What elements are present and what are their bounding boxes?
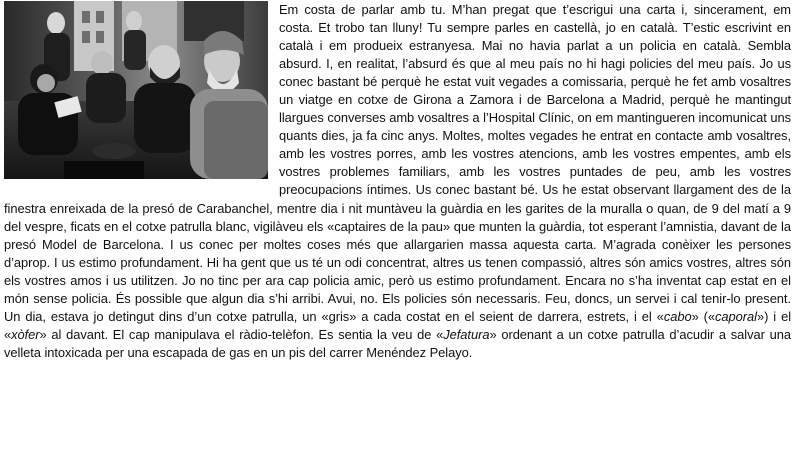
text-part-3: ») i el « — [4, 308, 792, 342]
text-part-1: Em costa de parlar amb tu. M’han pregat que t’escrigui una carta i, sincerament, em costa. Et trobo tan lluny! Tu sempre parles en castellà, jo en català. T’estic escrivint en català i em produeix estranyesa. Mai no havia parlat a un policia en català. Sembla absurd. I, en realitat, l’absurd és que al meu país no hi hagi policies del meu país. Jo us conec bastant bé perquè he estat vuit vegades a comissaria, perquè he fet amb vosaltres un viatge en cotxe de Girona a Zamora i de Barcelona a Madrid, perquè he mantingut llargues converses amb vosaltres a l’Hospital Clínic, on em mantingueren incomunicat uns quants dies, ja fa cinc anys. Moltes, moltes vegades he entrat en contacte amb vosaltres, amb les vostres porres, amb les vostres atencions, amb les vostres empentes, amb els vostres problemes familiars, amb les vostres puntades de peu, amb les vostres preocupacions íntimes. Us conec bastant bé. Us he estat observant llargament des de la finestra enreixada de la presó de Carabanchel, mentre dia i nit muntàveu la guàrdia en les garites de la muralla o quan, de 9 del matí a 9 del vespre, ficats en el cotxe patrulla blanc, vigilàveu els «captaires de la pau» que munten la guàrdia, tot esperant l’amnistia, davant de la presó Model de Barcelona. I us conec per moltes coses més que allargarien massa aquesta carta. M’agrada conèixer les persones d’aprop. I us estimo profundament. Hi ha gent que us té un odi concentrat, altres us tenen compassió, altres són amics vostres, altres són els vostres amos i us utilitzen. Jo no tinc per ara cap policia amic, però us estimo profundament. Encara no s’ha inventat cap estat en el món sense policia. És possible que algun dia s’hi arribi. Avui, no. Els policies són necessaris. Feu, doncs, un servei i cal tenir-lo present. Un dia, estava jo detingut dins d’un cotxe patrulla, un «gris» a cada costat en el seient de darrera, estrets, i el « — [4, 2, 791, 324]
caporal-term: caporal — [715, 308, 757, 324]
text-part-5: » ordenant a un cotxe patrulla d’acudir a salvar una velleta intoxicada per una escapada de gas en un pis del carrer Menéndez Pelayo. — [4, 326, 791, 360]
black-and-white-photograph — [4, 1, 268, 179]
text-part-2: » (« — [691, 308, 716, 324]
text-part-4: » al davant. El cap manipulava el ràdio-telèfon. Es sentia la veu de « — [39, 326, 444, 342]
cabo-term: cabo — [663, 308, 692, 324]
xofer-term: xòfer — [11, 326, 40, 342]
jefatura-term: Jefatura — [443, 326, 490, 342]
